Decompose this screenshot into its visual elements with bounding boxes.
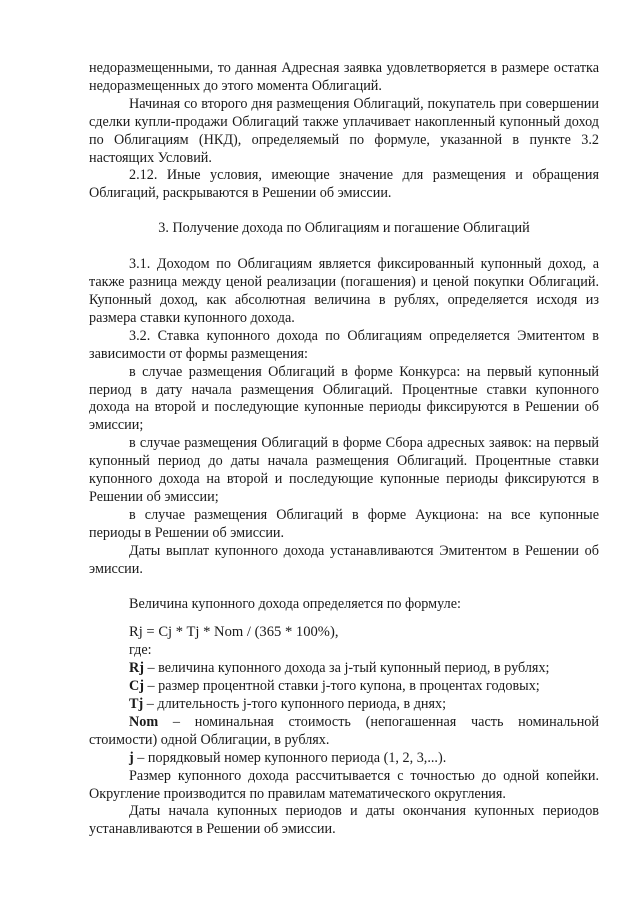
clause-text: Ставка купонного дохода по Облигациям определяется Эмитентом в зависимости от формы размещения:	[89, 327, 599, 362]
clause-number: 3.1.	[129, 256, 151, 273]
symbol-cj: Cj	[129, 678, 144, 695]
symbol-tj: Tj	[129, 696, 144, 712]
symbol-rj: Rj	[129, 660, 144, 677]
where-label: где:	[129, 642, 152, 659]
document-page	[89, 60, 599, 839]
clause-text: Доходом по Облигациям является фиксированный купонный доход, а также разница между ценой реализации (погашения) и ценой покупки Облигаций. Купонный доход, как абсолютная величина в рублях, определяется исходя из размера ставки купонного дохода.	[89, 256, 599, 326]
case-konkurs: в случае размещения Облигаций в форме Конкурса: на первый купонный период в дату начала размещения Облигаций. Процентные ставки купонного дохода на второй и последующие купонные периоды фиксируются в Решении об эмиссии;	[89, 363, 599, 434]
case-auction: в случае размещения Облигаций в форме Аукциона: на все купонные периоды в Решении об эмиссии.	[89, 506, 599, 541]
coupon-formula	[129, 624, 599, 642]
definition-text: – номинальная стоимость (непогашенная часть номинальной стоимости) одной Облигации, в рублях.	[89, 713, 599, 748]
formula-rest: * Nom / (365 * 100%),	[199, 624, 339, 641]
formula-lhs: Rj = Cj	[129, 624, 173, 641]
spacer	[89, 578, 599, 596]
paragraph-allocation-end: недоразмещенными, то данная Адресная заявка удовлетворяется в размере остатка недоразмещенных до этого момента Облигаций.	[89, 60, 599, 94]
definition-text: – размер процентной ставки j-того купона, в процентах годовых;	[143, 678, 540, 695]
paragraph-accrued-coupon: Начиная со второго дня размещения Облигаций, покупатель при совершении сделки купли-продажи Облигаций также уплачивает накопленный купонный доход по Облигациям (НКД), определяемый по формуле, указанной в пункте 3.2 настоящих Условий.	[89, 95, 599, 166]
paragraph-3-1	[89, 256, 599, 328]
clause-number: 2.12.	[129, 167, 158, 184]
clause-number: 3.2.	[129, 327, 151, 344]
definition-tj	[89, 696, 599, 714]
symbol-j: j	[129, 749, 134, 766]
case-sbor-zayavok: в случае размещения Облигаций в форме Сбора адресных заявок: на первый купонный период до даты начала размещения Облигаций. Процентные ставки купонного дохода на второй и последующие купонные периоды фиксируются в Решении об эмиссии;	[89, 435, 599, 505]
symbol-nom: Nom	[129, 713, 159, 730]
definition-rj	[89, 660, 599, 678]
formula-tj: Tj	[186, 624, 200, 641]
paragraph-period-dates: Даты начала купонных периодов и даты окончания купонных периодов устанавливаются в Решении об эмиссии.	[89, 803, 599, 838]
spacer	[89, 614, 599, 624]
definition-nom	[89, 714, 599, 750]
paragraph-rounding: Размер купонного дохода рассчитывается с точностью до одной копейки. Округление производится по правилам математического округления.	[89, 767, 599, 802]
definition-text: – величина купонного дохода за j-тый купонный период, в рублях;	[143, 660, 550, 677]
formula-intro: Величина купонного дохода определяется по формуле:	[129, 596, 461, 613]
definition-cj	[89, 678, 599, 696]
paragraph-2-12	[89, 167, 599, 203]
paragraph-payment-dates: Даты выплат купонного дохода устанавливаются Эмитентом в Решении об эмиссии.	[89, 542, 599, 577]
clause-text: Иные условия, имеющие значение для размещения и обращения Облигаций, раскрываются в Решении об эмиссии.	[89, 167, 599, 202]
paragraph-3-2	[89, 328, 599, 364]
definition-j	[89, 750, 599, 768]
definition-text: – порядковый номер купонного периода (1, 2, 3,...).	[133, 749, 447, 766]
definition-text: – длительность j-того купонного периода, в днях;	[143, 696, 447, 712]
formula-operator: *	[172, 624, 187, 641]
section-heading: 3. Получение дохода по Облигациям и погашение Облигаций	[158, 220, 530, 237]
